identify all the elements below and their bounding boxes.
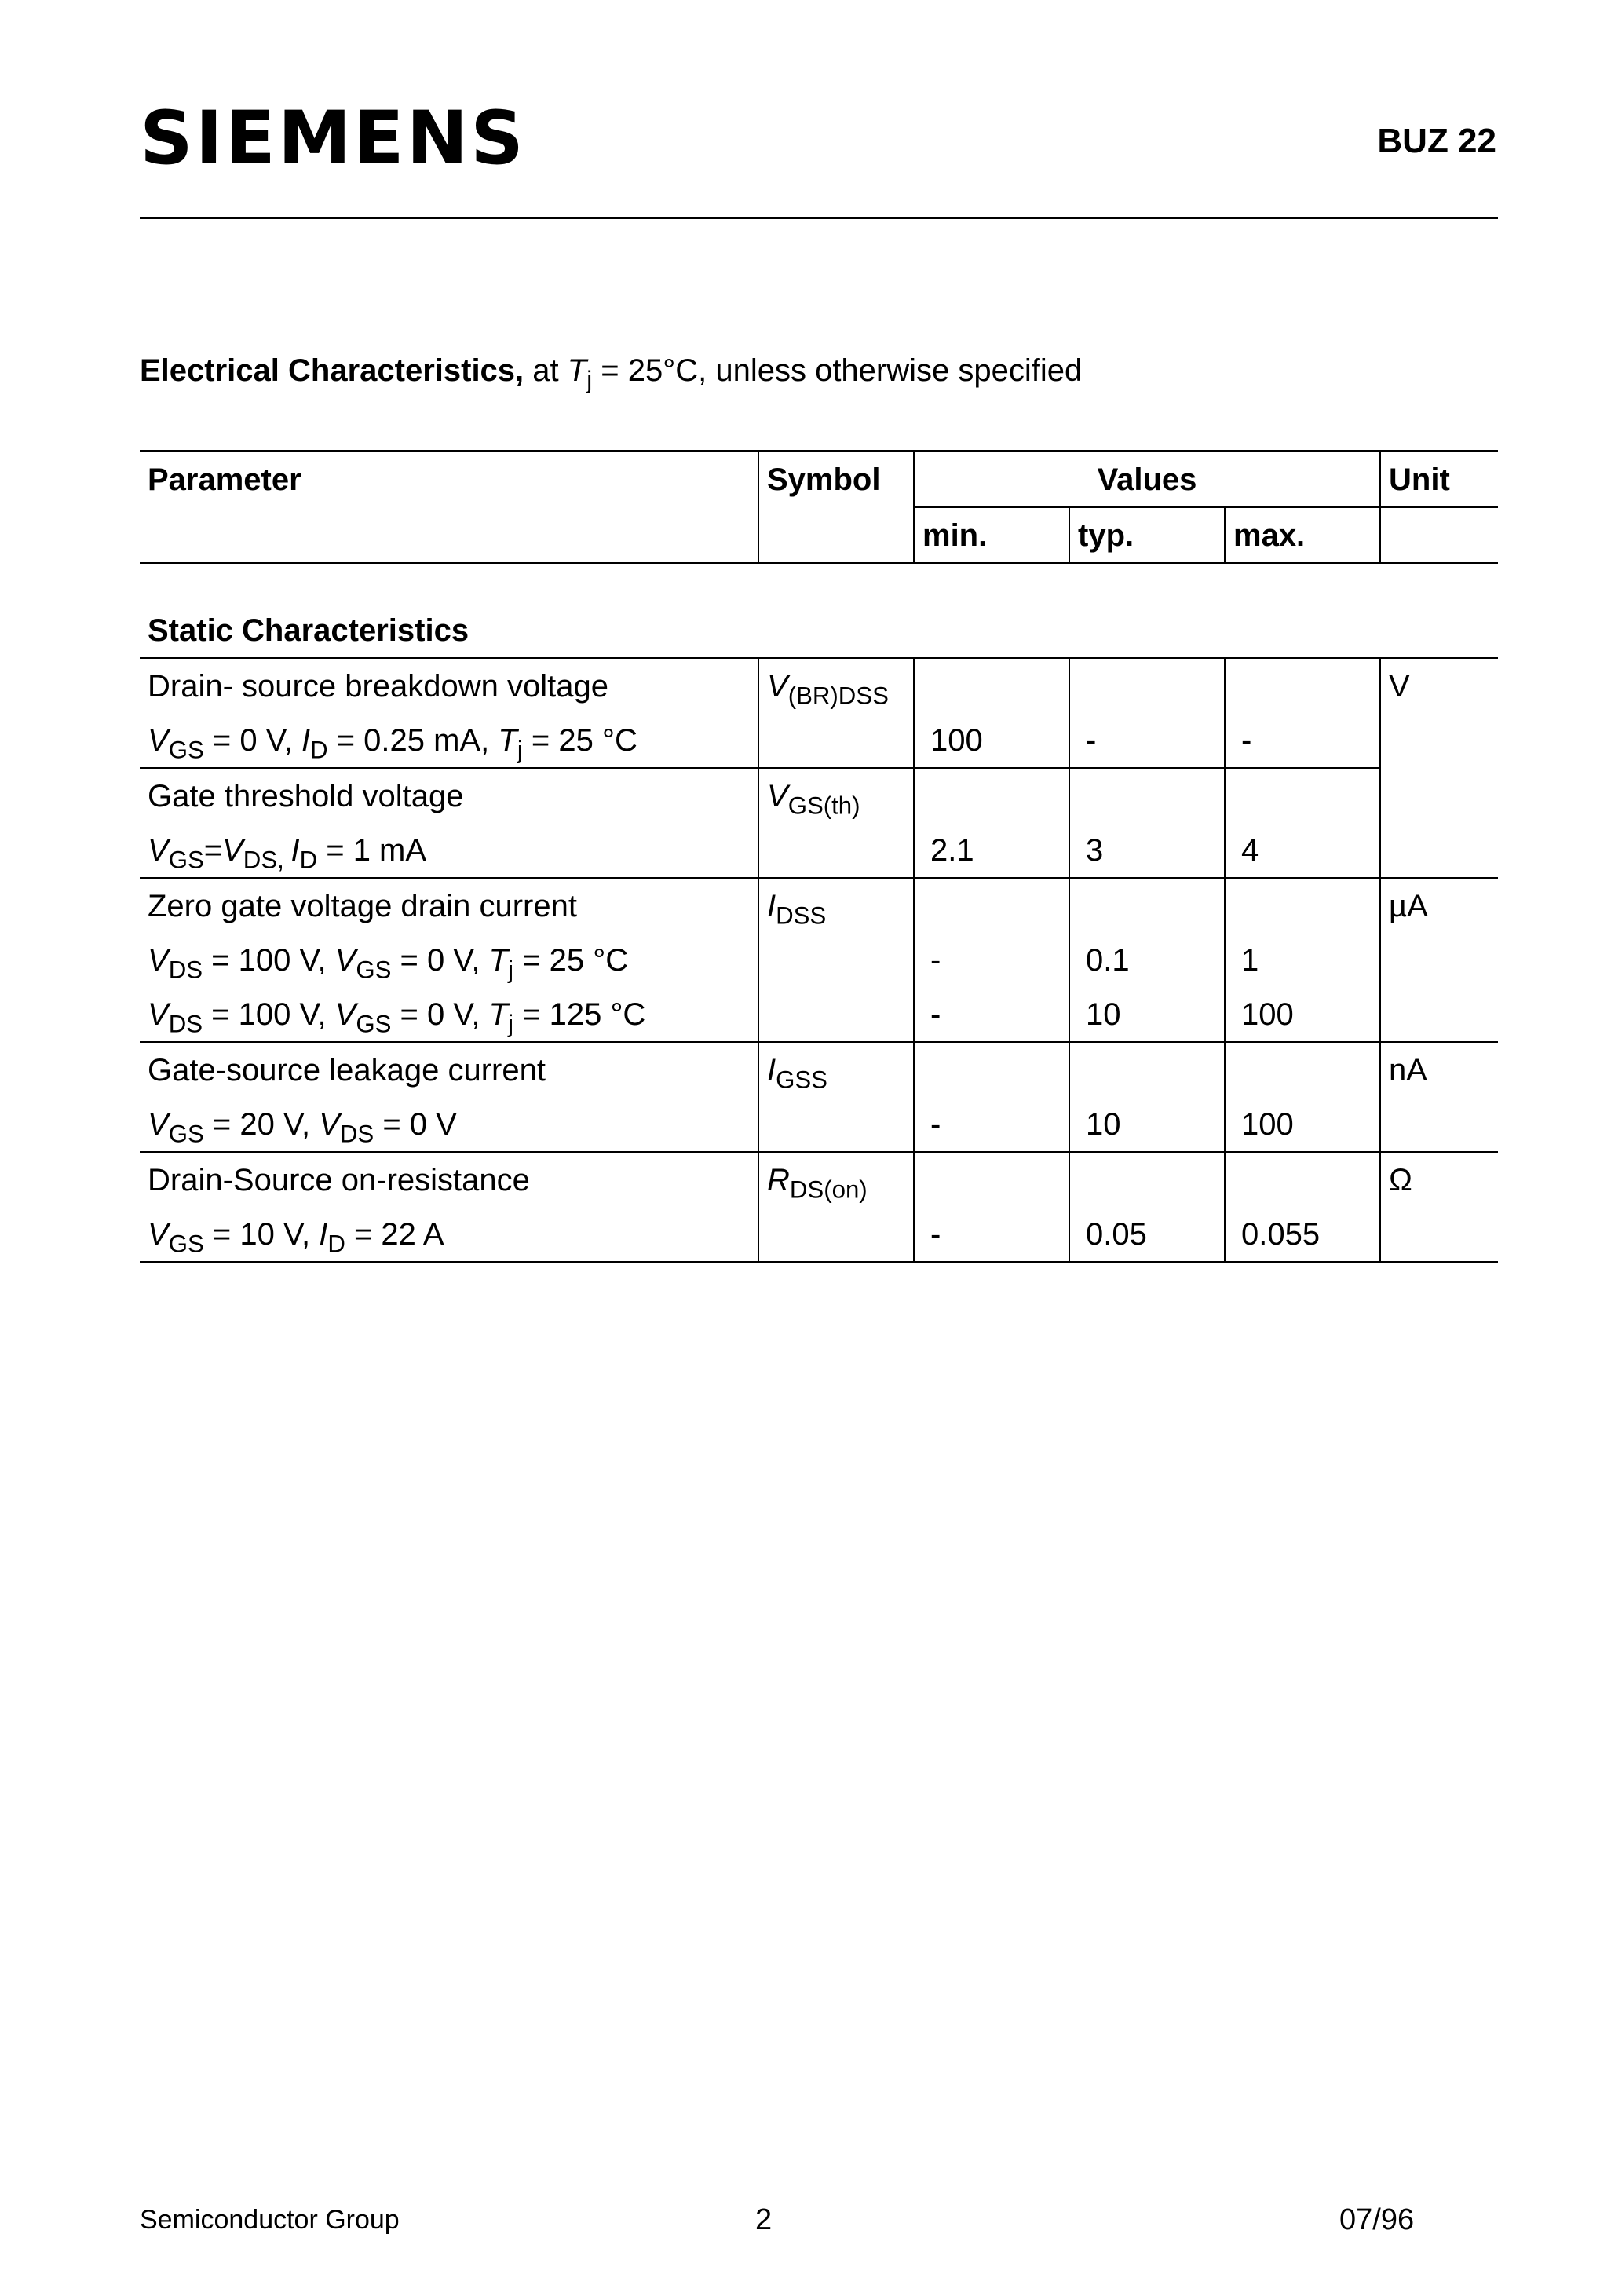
part-number: BUZ 22 [1377, 122, 1496, 160]
header-unit: Unit [1380, 452, 1498, 508]
value-min: - [914, 1097, 1069, 1152]
cond-text: = 0 V, [391, 942, 489, 978]
cond-text: = 100 V, [203, 996, 335, 1032]
value-blank [914, 658, 1069, 713]
param-unit: Ω [1380, 1152, 1498, 1207]
cond-sub: GS [168, 735, 204, 763]
header-blank [140, 507, 758, 563]
cond-text: = 0 V, [203, 722, 301, 758]
value-max: 1 [1225, 933, 1380, 987]
cond-text: = 22 A [345, 1216, 444, 1252]
cond-sub: GS [168, 1119, 204, 1147]
value-max: - [1225, 713, 1380, 768]
symbol-blank [758, 1097, 914, 1152]
cond-var: V [319, 1106, 340, 1142]
value-blank [1069, 658, 1225, 713]
param-unit [1380, 768, 1498, 823]
cond-sub: D [327, 1229, 345, 1257]
cond-sub: DS [168, 955, 203, 983]
cond-var: V [148, 1106, 169, 1142]
header-symbol: Symbol [758, 452, 914, 508]
value-min: 2.1 [914, 823, 1069, 878]
param-row [140, 878, 1498, 933]
value-typ: 10 [1069, 987, 1225, 1042]
cond-sub: D [310, 735, 328, 763]
condition-row [140, 713, 1498, 768]
cond-text: = 25 °C [513, 942, 629, 978]
value-min: 100 [914, 713, 1069, 768]
symbol-blank [758, 713, 914, 768]
symbol-main: R [767, 1162, 790, 1197]
value-blank [1069, 1152, 1225, 1207]
footer-left: Semiconductor Group [140, 2205, 400, 2235]
symbol-blank [758, 1207, 914, 1262]
param-name: Drain- source breakdown voltage [140, 658, 758, 713]
cond-var: V [148, 996, 169, 1032]
value-min: - [914, 987, 1069, 1042]
value-blank [1225, 658, 1380, 713]
section-title [140, 352, 1083, 394]
unit-blank [1380, 1207, 1498, 1262]
cond-text: = 125 °C [513, 996, 646, 1032]
param-name: Gate-source leakage current [140, 1042, 758, 1097]
value-typ: - [1069, 713, 1225, 768]
cond-text: = 10 V, [203, 1216, 320, 1252]
value-blank [1069, 1042, 1225, 1097]
condition-text [140, 823, 758, 878]
cond-var: V [148, 1216, 169, 1252]
value-blank [1225, 1042, 1380, 1097]
cond-sub: j [508, 1009, 513, 1037]
spacer-row [140, 563, 1498, 603]
cond-sub: D [299, 845, 318, 873]
cond-text: = 25 °C [522, 722, 637, 758]
cond-sub: j [508, 955, 513, 983]
cond-var: I [290, 832, 300, 868]
condition-row [140, 1097, 1498, 1152]
param-unit: nA [1380, 1042, 1498, 1097]
header-max: max. [1225, 507, 1380, 563]
header-row-1 [140, 452, 1498, 508]
cond-var: V [334, 942, 356, 978]
cond-sub: DS [339, 1119, 374, 1147]
symbol-main: V [767, 778, 788, 813]
header-rule [140, 217, 1498, 219]
condition-text [140, 713, 758, 768]
cond-text: = 0.25 mA, [327, 722, 499, 758]
cond-var: V [334, 996, 356, 1032]
unit-blank [1380, 713, 1498, 768]
param-row [140, 658, 1498, 713]
cond-sub: GS [168, 1229, 204, 1257]
value-typ: 0.1 [1069, 933, 1225, 987]
param-name: Zero gate voltage drain current [140, 878, 758, 933]
cond-var: V [148, 832, 169, 868]
group-title: Static Characteristics [148, 612, 469, 648]
cond-sub: j [517, 735, 523, 763]
condition-row [140, 933, 1498, 987]
condition-row [140, 987, 1498, 1042]
value-typ: 0.05 [1069, 1207, 1225, 1262]
cond-var: I [301, 722, 311, 758]
param-symbol [758, 1042, 914, 1097]
value-max: 0.055 [1225, 1207, 1380, 1262]
param-symbol [758, 878, 914, 933]
cond-text: = 100 V, [203, 942, 335, 978]
value-blank [1069, 768, 1225, 823]
cond-var: T [498, 722, 517, 758]
condition-row [140, 823, 1498, 878]
cond-text: = 20 V, [203, 1106, 320, 1142]
tj-subscript: j [586, 366, 593, 394]
cond-var: I [319, 1216, 328, 1252]
param-symbol [758, 658, 914, 713]
symbol-main: V [767, 668, 788, 704]
symbol-blank [758, 823, 914, 878]
header-blank [1380, 507, 1498, 563]
cond-var: T [488, 942, 509, 978]
group-title-row [140, 603, 1498, 658]
param-symbol [758, 768, 914, 823]
value-blank [914, 1042, 1069, 1097]
tj-symbol: T [567, 353, 587, 388]
unit-blank [1380, 987, 1498, 1042]
symbol-main: I [767, 888, 776, 923]
cond-text: = 1 mA [317, 832, 427, 868]
cond-sub: GS [356, 955, 392, 983]
section-title-text-1: at [524, 353, 568, 388]
symbol-main: I [767, 1052, 776, 1088]
value-max: 4 [1225, 823, 1380, 878]
cond-var: V [148, 722, 169, 758]
value-blank [914, 1152, 1069, 1207]
value-min: - [914, 1207, 1069, 1262]
page-number: 2 [755, 2203, 773, 2236]
cond-sub: DS [168, 1009, 203, 1037]
header-values: Values [914, 452, 1380, 508]
condition-text [140, 1097, 758, 1152]
param-row [140, 1152, 1498, 1207]
param-row [140, 768, 1498, 823]
value-max: 100 [1225, 987, 1380, 1042]
value-blank [914, 768, 1069, 823]
value-max: 100 [1225, 1097, 1380, 1152]
unit-blank [1380, 823, 1498, 878]
value-blank [1225, 878, 1380, 933]
symbol-sub: (BR)DSS [787, 681, 889, 709]
symbol-sub: DS(on) [789, 1175, 868, 1203]
table-bottom-rule [140, 1262, 1498, 1263]
symbol-sub: DSS [776, 901, 827, 929]
cond-var: T [488, 996, 509, 1032]
cond-sub: DS, [243, 845, 291, 873]
section-title-bold: Electrical Characteristics, [140, 353, 524, 388]
cond-text: = 0 V [374, 1106, 457, 1142]
value-blank [1069, 878, 1225, 933]
header-row-2 [140, 507, 1498, 563]
symbol-blank [758, 933, 914, 987]
value-typ: 3 [1069, 823, 1225, 878]
condition-text [140, 1207, 758, 1262]
param-symbol [758, 1152, 914, 1207]
cond-text: = 0 V, [391, 996, 489, 1032]
param-row [140, 1042, 1498, 1097]
section-title-text-2: = 25°C, unless otherwise specified [592, 353, 1083, 388]
param-name: Drain-Source on-resistance [140, 1152, 758, 1207]
value-blank [1225, 768, 1380, 823]
condition-text [140, 933, 758, 987]
symbol-blank [758, 987, 914, 1042]
header-blank [758, 507, 914, 563]
unit-blank [1380, 1097, 1498, 1152]
cond-sub: GS [168, 845, 204, 873]
unit-blank [1380, 933, 1498, 987]
symbol-sub: GS(th) [787, 791, 860, 819]
condition-row [140, 1207, 1498, 1262]
cond-var: V [148, 942, 169, 978]
value-min: - [914, 933, 1069, 987]
electrical-characteristics-table [140, 450, 1498, 1263]
header-typ: typ. [1069, 507, 1225, 563]
siemens-logo: SIEMENS [140, 96, 527, 181]
value-typ: 10 [1069, 1097, 1225, 1152]
value-blank [914, 878, 1069, 933]
cond-text: = [203, 832, 223, 868]
cond-var: V [222, 832, 243, 868]
value-blank [1225, 1152, 1380, 1207]
param-unit: V [1380, 658, 1498, 713]
cond-sub: GS [356, 1009, 392, 1037]
condition-text [140, 987, 758, 1042]
header-min: min. [914, 507, 1069, 563]
header-parameter: Parameter [140, 452, 758, 508]
param-unit: µA [1380, 878, 1498, 933]
param-name: Gate threshold voltage [140, 768, 758, 823]
symbol-sub: GSS [776, 1065, 827, 1093]
footer-date: 07/96 [1339, 2203, 1415, 2236]
